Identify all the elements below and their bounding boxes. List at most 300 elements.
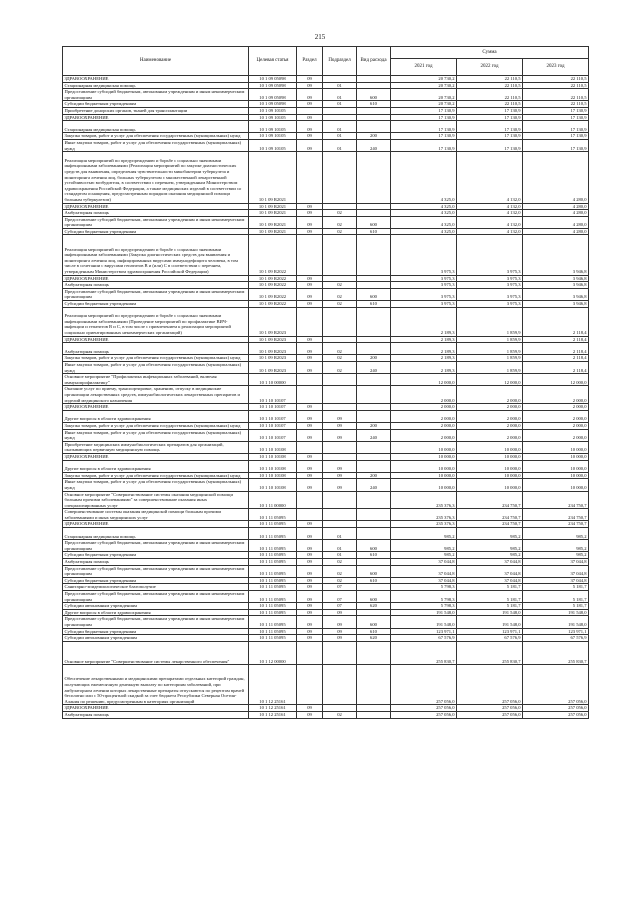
row-sum-2021: 20 730,2 [391,101,457,108]
row-sum-2022: 1 859,9 [457,343,523,355]
row-section: 09 [297,705,323,712]
row-sum-2022: 5 181,7 [457,603,523,610]
row-expense-type: 620 [357,603,391,610]
row-section [297,509,323,521]
table-row [63,635,589,642]
row-sum-2021: 2 189,3 [391,355,457,362]
table-row [63,540,589,552]
row-article: 10 1 10 10108 [249,453,297,460]
row-subsection [323,152,357,203]
row-subsection: 09 [323,616,357,628]
row-article: 10 1 09 R2021 [249,152,297,203]
row-article: 10 1 09 10105 [249,107,297,114]
row-name: Предоставление субсидий бюджетным, автономным учреждениям и иным некоммерческим организациям [63,540,249,552]
row-sum-2022: 2 000,0 [457,422,523,429]
row-name: Предоставление субсидий бюджетным, автономным учреждениям и иным некоммерческим организациям [63,89,249,101]
row-subsection: 01 [323,82,357,89]
row-article: 10 1 11 05095 [249,559,297,566]
row-article: 10 1 12 25161 [249,665,297,705]
row-sum-2022: 17 130,9 [457,107,523,114]
row-sum-2022: 4 132,0 [457,152,523,203]
budget-table [62,46,589,719]
row-expense-type [357,521,391,528]
row-name: Субсидии бюджетным учреждениям [63,552,249,559]
table-row [63,577,589,584]
row-subsection: 01 [323,540,357,552]
row-sum-2021: 2 189,3 [391,307,457,336]
row-section: 09 [297,210,323,217]
row-section: 09 [297,711,323,718]
row-article: 10 1 11 05095 [249,540,297,552]
table-header [63,47,589,76]
row-article: 10 1 09 05098 [249,82,297,89]
row-sum-2022: 5 181,7 [457,584,523,591]
row-subsection: 02 [323,288,357,300]
row-sum-2023: 17 130,9 [523,121,589,133]
table-row [63,336,589,343]
row-subsection [323,114,357,121]
row-section: 09 [297,584,323,591]
row-name: Реализация мероприятий по предупреждению и борьбе с социально значимыми инфекционными заболеваниями (Проведение мероприятий по профилактике ВИЧ-инфекции и гепатитов B и C, в том числе с привлечением к реализации мероприятий социально ориентированных некоммерческих организаций) [63,307,249,336]
row-sum-2021: 10 000,0 [391,453,457,460]
row-name: ЗДРАВООХРАНЕНИЕ [63,76,249,83]
row-article: 10 1 09 05098 [249,76,297,83]
row-subsection: 01 [323,528,357,540]
row-subsection: 09 [323,422,357,429]
row-sum-2021: 3 975,3 [391,301,457,308]
row-expense-type: 600 [357,591,391,603]
row-sum-2023: 257 056,0 [523,711,589,718]
row-expense-type [357,121,391,133]
row-sum-2023: 17 130,9 [523,139,589,151]
row-section [297,491,323,509]
row-sum-2023: 5 181,7 [523,584,589,591]
header-name: Наименование [63,47,249,76]
row-sum-2022: 985,2 [457,528,523,540]
row-sum-2022: 4 132,0 [457,203,523,210]
row-sum-2022: 17 130,9 [457,121,523,133]
row-sum-2023: 2 000,0 [523,429,589,441]
budget-table-container [62,46,588,719]
row-name: ЗДРАВООХРАНЕНИЕ [63,404,249,411]
row-section [297,641,323,664]
row-sum-2022: 22 110,5 [457,82,523,89]
row-name: Закупка товаров, работ и услуг для обеспечения государственных (муниципальных) нужд [63,472,249,479]
header-section: Раздел [297,47,323,76]
row-expense-type [357,82,391,89]
row-sum-2021: 17 130,9 [391,121,457,133]
row-article: 10 1 10 10108 [249,479,297,491]
row-sum-2022: 123 971,1 [457,628,523,635]
row-section: 09 [297,76,323,83]
row-section: 09 [297,216,323,228]
table-row [63,528,589,540]
row-sum-2023: 257 056,0 [523,665,589,705]
row-name: Предоставление субсидий бюджетным, автономным учреждениям и иным некоммерческим организациям [63,216,249,228]
row-subsection: 02 [323,711,357,718]
row-name: Стационарная медицинская помощь [63,82,249,89]
row-sum-2022: 257 056,0 [457,665,523,705]
table-row [63,82,589,89]
table-row [63,591,589,603]
row-article: 10 1 09 R2022 [249,282,297,289]
row-section: 09 [297,540,323,552]
table-row [63,301,589,308]
row-subsection: 02 [323,228,357,235]
row-subsection: 02 [323,301,357,308]
row-section: 09 [297,101,323,108]
row-sum-2021: 12 000,0 [391,374,457,386]
row-sum-2023: 191 548,0 [523,609,589,616]
row-expense-type: 600 [357,540,391,552]
row-section [297,374,323,386]
row-name: Иные закупки товаров, работ и услуг для обеспечения государственных (муниципальных) нужд [63,139,249,151]
row-sum-2022: 4 132,0 [457,228,523,235]
row-sum-2021: 10 000,0 [391,441,457,453]
row-subsection [323,107,357,114]
row-article: 10 1 09 R2021 [249,203,297,210]
row-expense-type [357,343,391,355]
row-section: 09 [297,404,323,411]
row-sum-2023: 234 750,7 [523,509,589,521]
row-sum-2021: 4 325,0 [391,203,457,210]
row-sum-2023: 10 000,0 [523,472,589,479]
row-expense-type [357,282,391,289]
row-subsection [323,404,357,411]
row-sum-2022: 234 750,7 [457,491,523,509]
row-sum-2023: 22 110,5 [523,89,589,101]
row-sum-2022: 37 044,8 [457,577,523,584]
row-article: 10 1 11 05095 [249,528,297,540]
row-sum-2021: 37 044,8 [391,577,457,584]
row-expense-type: 610 [357,552,391,559]
row-section: 09 [297,121,323,133]
row-sum-2022: 2 000,0 [457,410,523,422]
row-sum-2023: 17 130,9 [523,133,589,140]
row-name: Предоставление субсидий бюджетным, автономным учреждениям и иным некоммерческим организациям [63,591,249,603]
row-sum-2023: 3 946,8 [523,301,589,308]
row-sum-2022: 985,2 [457,552,523,559]
row-name: Субсидии бюджетным учреждениям [63,301,249,308]
row-sum-2021: 20 730,2 [391,89,457,101]
row-subsection [323,275,357,282]
row-name: Стационарная медицинская помощь [63,121,249,133]
row-name: Совершенствование системы оказания медицинской помощи больным прочими заболеваниями и иных медицинских услуг [63,509,249,521]
row-expense-type: 200 [357,133,391,140]
table-row [63,641,589,664]
row-subsection [323,665,357,705]
table-row [63,152,589,203]
row-section: 09 [297,609,323,616]
row-expense-type: 600 [357,616,391,628]
row-name: ЗДРАВООХРАНЕНИЕ [63,705,249,712]
row-sum-2021: 985,2 [391,528,457,540]
row-sum-2022: 2 000,0 [457,386,523,404]
row-expense-type [357,374,391,386]
row-sum-2021: 37 044,8 [391,565,457,577]
row-sum-2021: 255 830,7 [391,641,457,664]
table-row [63,552,589,559]
row-sum-2021: 3 975,3 [391,288,457,300]
row-subsection [323,705,357,712]
row-sum-2023: 3 946,8 [523,288,589,300]
page-number: 215 [314,33,326,41]
row-section: 09 [297,472,323,479]
table-row [63,121,589,133]
row-subsection: 09 [323,429,357,441]
row-section: 09 [297,603,323,610]
row-sum-2023: 255 830,7 [523,641,589,664]
row-article: 10 1 10 00000 [249,374,297,386]
row-expense-type: 600 [357,565,391,577]
row-section: 09 [297,422,323,429]
row-section: 09 [297,577,323,584]
row-article: 10 1 09 R2022 [249,235,297,275]
table-row [63,343,589,355]
row-expense-type [357,584,391,591]
row-subsection: 09 [323,635,357,642]
row-expense-type: 200 [357,472,391,479]
table-row [63,404,589,411]
table-row [63,584,589,591]
row-sum-2022: 4 132,0 [457,210,523,217]
row-sum-2022: 191 548,0 [457,616,523,628]
row-expense-type: 600 [357,216,391,228]
row-sum-2021: 5 798,3 [391,591,457,603]
row-article: 10 1 09 10105 [249,114,297,121]
row-sum-2021: 10 000,0 [391,472,457,479]
header-expense-type: Вид расхода [357,47,391,76]
row-expense-type [357,491,391,509]
row-article: 10 1 12 25161 [249,711,297,718]
table-row [63,565,589,577]
row-sum-2023: 985,2 [523,540,589,552]
table-row [63,139,589,151]
row-sum-2021: 985,2 [391,540,457,552]
table-row [63,362,589,374]
row-section: 09 [297,82,323,89]
table-row [63,453,589,460]
row-sum-2021: 2 000,0 [391,386,457,404]
row-name: Предоставление субсидий бюджетным, автономным учреждениям и иным некоммерческим организациям [63,288,249,300]
row-sum-2021: 2 000,0 [391,410,457,422]
row-name: ЗДРАВООХРАНЕНИЕ [63,114,249,121]
row-section [297,152,323,203]
row-subsection: 02 [323,216,357,228]
row-sum-2021: 235 376,3 [391,491,457,509]
row-sum-2021: 191 548,0 [391,616,457,628]
row-section: 09 [297,429,323,441]
row-section: 09 [297,479,323,491]
row-name: Субсидии бюджетным учреждениям [63,628,249,635]
row-name: Другие вопросы в области здравоохранения [63,609,249,616]
row-sum-2022: 5 181,7 [457,591,523,603]
table-row [63,210,589,217]
row-expense-type [357,609,391,616]
row-sum-2023: 257 056,0 [523,705,589,712]
row-name: Иные закупки товаров, работ и услуг для обеспечения государственных (муниципальных) нужд [63,429,249,441]
row-sum-2023: 22 110,5 [523,82,589,89]
row-expense-type: 240 [357,479,391,491]
row-subsection: 02 [323,559,357,566]
row-sum-2022: 37 044,8 [457,559,523,566]
row-subsection: 02 [323,210,357,217]
row-sum-2023: 4 280,0 [523,216,589,228]
table-row [63,288,589,300]
row-sum-2023: 3 946,8 [523,275,589,282]
row-section: 09 [297,203,323,210]
row-sum-2021: 17 130,9 [391,133,457,140]
row-sum-2023: 234 750,7 [523,491,589,509]
row-article: 10 1 10 10107 [249,429,297,441]
row-sum-2023: 37 044,8 [523,559,589,566]
table-row [63,422,589,429]
row-expense-type: 610 [357,228,391,235]
row-sum-2021: 191 548,0 [391,609,457,616]
row-name: Иные закупки товаров, работ и услуг для обеспечения государственных (муниципальных) нужд [63,479,249,491]
header-subsection: Подраздел [323,47,357,76]
row-section [297,665,323,705]
row-sum-2022: 3 975,3 [457,235,523,275]
row-article: 10 1 09 R2022 [249,301,297,308]
header-year-2021: 2021 год [391,59,457,76]
row-subsection: 09 [323,460,357,472]
row-article: 10 1 11 05095 [249,565,297,577]
row-sum-2021: 2 189,3 [391,336,457,343]
row-article: 10 1 11 05095 [249,509,297,521]
row-subsection: 07 [323,584,357,591]
row-sum-2021: 17 130,9 [391,139,457,151]
row-sum-2023: 22 110,5 [523,101,589,108]
row-article: 10 1 10 10107 [249,422,297,429]
header-sum: Сумма [391,47,589,59]
row-sum-2022: 257 056,0 [457,705,523,712]
row-sum-2021: 10 000,0 [391,479,457,491]
row-sum-2021: 5 798,3 [391,584,457,591]
row-sum-2022: 67 576,9 [457,635,523,642]
row-name: Амбулаторная помощь [63,711,249,718]
row-section: 09 [297,355,323,362]
row-expense-type [357,114,391,121]
row-expense-type [357,203,391,210]
row-sum-2023: 4 280,0 [523,228,589,235]
row-subsection: 09 [323,479,357,491]
row-sum-2022: 257 056,0 [457,711,523,718]
row-section: 09 [297,635,323,642]
row-sum-2023: 2 118,4 [523,307,589,336]
row-sum-2023: 67 576,9 [523,635,589,642]
row-sum-2022: 234 750,7 [457,521,523,528]
row-sum-2022: 2 000,0 [457,404,523,411]
row-sum-2021: 17 130,9 [391,114,457,121]
row-article: 10 1 09 10105 [249,133,297,140]
table-row [63,235,589,275]
row-subsection [323,453,357,460]
row-expense-type: 240 [357,429,391,441]
row-article: 10 1 11 00000 [249,491,297,509]
row-article: 10 1 11 05095 [249,552,297,559]
row-sum-2023: 4 280,0 [523,152,589,203]
row-expense-type [357,76,391,83]
row-article: 10 1 11 05095 [249,635,297,642]
row-article: 10 1 09 R2021 [249,228,297,235]
row-expense-type [357,559,391,566]
row-expense-type [357,441,391,453]
row-name: Оказание услуг по приему, транспортировке, хранению, отпуску в медицинские организации лекарственных средств, иммунобиологических лекарственных препаратов и изделий медицинского назначения [63,386,249,404]
row-name: Субсидии бюджетным учреждениям [63,228,249,235]
row-expense-type: 600 [357,288,391,300]
row-article: 10 1 09 R2023 [249,336,297,343]
row-subsection: 07 [323,603,357,610]
row-article: 10 1 12 00000 [249,641,297,664]
row-sum-2021: 257 056,0 [391,705,457,712]
row-section: 09 [297,528,323,540]
row-section: 09 [297,288,323,300]
table-row [63,275,589,282]
row-subsection [323,336,357,343]
row-name: Реализация мероприятий по предупреждению и борьбе с социально значимыми инфекционными заболеваниями (Реализация мероприятий по закупке диагностических средств для выявления, определения чувствительности микобактерии туберкулеза и мониторинга лечения лиц, больных туберкулезом с множественной лекарственной устойчивостью возбудителя, в соответствии с перечнем, утвержденным Министерством здравоохранения Российской Федерации, а также медицинских изделий в соответствии со стандартом оснащения, предусмотренным порядком оказания медицинской помощи больным туберкулезом) [63,152,249,203]
row-sum-2022: 10 000,0 [457,479,523,491]
row-subsection [323,235,357,275]
row-section [297,107,323,114]
row-expense-type [357,453,391,460]
row-article: 10 1 09 R2021 [249,216,297,228]
row-sum-2023: 2 118,4 [523,362,589,374]
row-article: 10 1 11 05095 [249,609,297,616]
row-sum-2023: 123 971,1 [523,628,589,635]
row-sum-2021: 3 975,3 [391,275,457,282]
row-sum-2022: 2 000,0 [457,429,523,441]
row-sum-2023: 4 280,0 [523,203,589,210]
row-expense-type: 610 [357,628,391,635]
row-sum-2022: 17 130,9 [457,133,523,140]
table-row [63,216,589,228]
row-section [297,386,323,404]
row-subsection: 01 [323,89,357,101]
row-name: Амбулаторная помощь [63,210,249,217]
row-article: 10 1 11 05095 [249,521,297,528]
table-row [63,89,589,101]
row-section: 09 [297,114,323,121]
row-sum-2023: 2 000,0 [523,410,589,422]
row-sum-2021: 67 576,9 [391,635,457,642]
row-name: Санитарно-эпидемиологическое благополучие [63,584,249,591]
row-sum-2023: 2 118,4 [523,336,589,343]
row-section: 09 [297,453,323,460]
row-article: 10 1 09 R2021 [249,210,297,217]
row-sum-2021: 10 000,0 [391,460,457,472]
row-name: ЗДРАВООХРАНЕНИЕ [63,203,249,210]
row-subsection [323,386,357,404]
row-name: Субсидии автономным учреждениям [63,635,249,642]
row-sum-2021: 17 130,9 [391,107,457,114]
row-sum-2021: 4 325,0 [391,216,457,228]
row-article: 10 1 09 10105 [249,139,297,151]
row-subsection: 01 [323,121,357,133]
row-sum-2023: 2 118,4 [523,355,589,362]
row-section: 09 [297,89,323,101]
row-expense-type: 610 [357,101,391,108]
row-sum-2021: 2 189,3 [391,362,457,374]
row-article: 10 1 11 05095 [249,591,297,603]
row-sum-2023: 985,2 [523,552,589,559]
table-row [63,228,589,235]
row-sum-2022: 10 000,0 [457,453,523,460]
row-sum-2021: 3 975,3 [391,282,457,289]
header-year-2022: 2022 год [457,59,523,76]
row-section [297,307,323,336]
row-name: Другие вопросы в области здравоохранения [63,410,249,422]
